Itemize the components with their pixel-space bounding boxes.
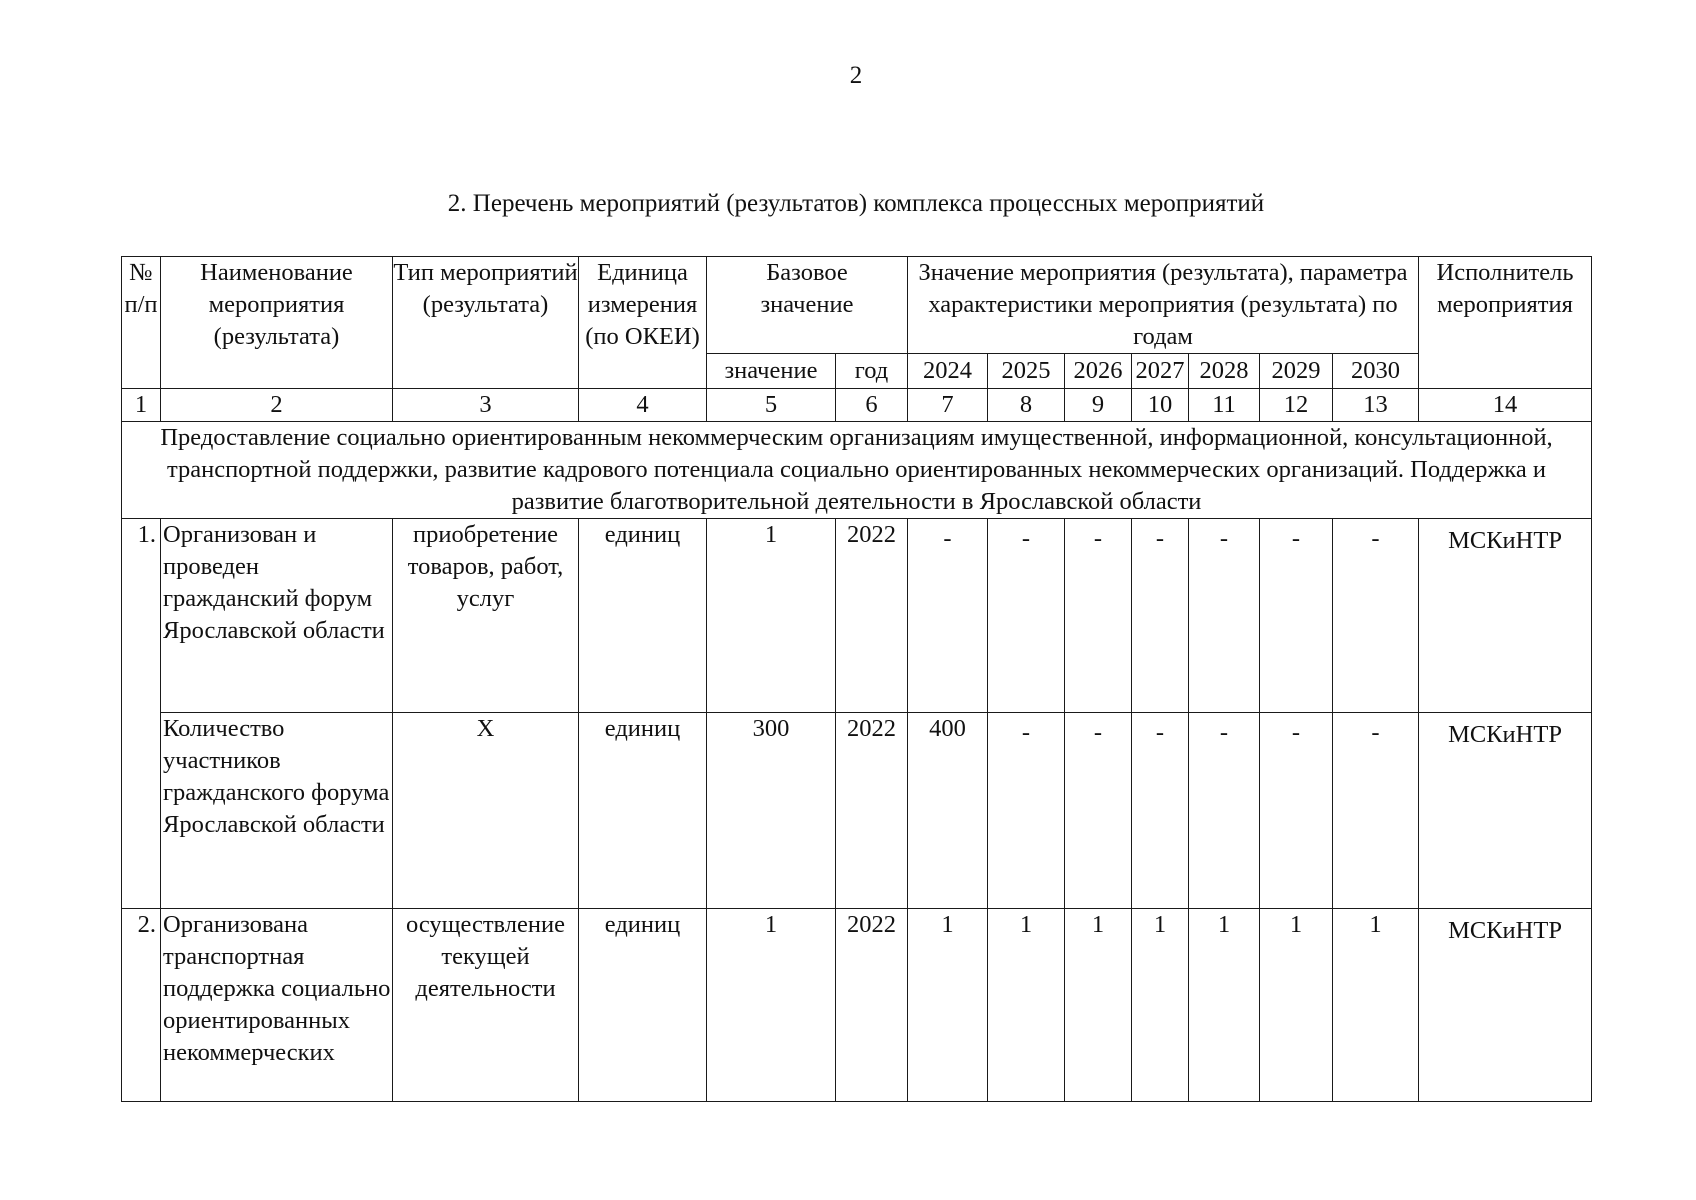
column-number: 9: [1065, 389, 1132, 422]
activity-unit: единиц: [579, 909, 707, 1102]
value-2028: -: [1189, 713, 1260, 909]
header-year-2024: 2024: [908, 354, 988, 389]
base-value: 1: [707, 909, 836, 1102]
value-2029: -: [1260, 519, 1333, 713]
column-number: 10: [1132, 389, 1189, 422]
header-values: Значение мероприятия (результата), параметра характеристики мероприятия (результата) по годам: [908, 257, 1419, 354]
executor: МСКиНТР: [1419, 909, 1592, 1102]
value-2026: 1: [1065, 909, 1132, 1102]
activity-name: Организован и проведен гражданский форум Ярославской области: [161, 519, 393, 713]
executor: МСКиНТР: [1419, 519, 1592, 713]
activity-name: Организована транспортная поддержка социально ориентированных некоммерческих: [161, 909, 393, 1102]
value-2025: 1: [988, 909, 1065, 1102]
header-type: Тип мероприятий (результата): [393, 257, 579, 389]
header-unit: Единица измерения (по ОКЕИ): [579, 257, 707, 389]
column-number: 11: [1189, 389, 1260, 422]
header-executor: Исполнитель мероприятия: [1419, 257, 1592, 389]
column-number: 12: [1260, 389, 1333, 422]
executor: МСКиНТР: [1419, 713, 1592, 909]
activity-type: приобретение товаров, работ, услуг: [393, 519, 579, 713]
row-number: 2.: [122, 909, 161, 1102]
row-number: 1.: [122, 519, 161, 909]
activity-type: Х: [393, 713, 579, 909]
value-2030: 1: [1333, 909, 1419, 1102]
base-value: 1: [707, 519, 836, 713]
value-2027: 1: [1132, 909, 1189, 1102]
header-row-top: [122, 257, 1592, 354]
column-number: 1: [122, 389, 161, 422]
value-2029: -: [1260, 713, 1333, 909]
activity-name: Количество участников гражданского форума Ярославской области: [161, 713, 393, 909]
value-2025: -: [988, 519, 1065, 713]
header-base-value: значение: [707, 354, 836, 389]
column-number: 3: [393, 389, 579, 422]
section-heading: Предоставление социально ориентированным некоммерческим организациям имущественной, информационной, консультационной, транспортной поддержки, развитие кадрового потенциала социально ориентированных некоммерческих организаций. Поддержка и развитие благотворительной деятельности в Ярославской области: [122, 422, 1592, 519]
activities-table: [121, 256, 1592, 1102]
header-base: Базовое значение: [707, 257, 908, 354]
section-heading-row: [122, 422, 1592, 519]
base-year: 2022: [836, 909, 908, 1102]
header-year-2029: 2029: [1260, 354, 1333, 389]
value-2027: -: [1132, 519, 1189, 713]
value-2026: -: [1065, 519, 1132, 713]
activity-type: осуществление текущей деятельности: [393, 909, 579, 1102]
value-2024: 1: [908, 909, 988, 1102]
header-year-2030: 2030: [1333, 354, 1419, 389]
value-2025: -: [988, 713, 1065, 909]
column-number: 14: [1419, 389, 1592, 422]
header-base-year: год: [836, 354, 908, 389]
table-row: [122, 713, 1592, 909]
column-number: 8: [988, 389, 1065, 422]
activity-unit: единиц: [579, 713, 707, 909]
column-number: 5: [707, 389, 836, 422]
table-row: [122, 909, 1592, 1102]
column-number: 2: [161, 389, 393, 422]
value-2026: -: [1065, 713, 1132, 909]
column-number: 7: [908, 389, 988, 422]
value-2030: -: [1333, 713, 1419, 909]
activity-unit: единиц: [579, 519, 707, 713]
page-number: 2: [849, 62, 863, 89]
column-numbers-row: [122, 389, 1592, 422]
header-year-2026: 2026: [1065, 354, 1132, 389]
header-year-2027: 2027: [1132, 354, 1189, 389]
value-2028: 1: [1189, 909, 1260, 1102]
base-year: 2022: [836, 713, 908, 909]
value-2024: -: [908, 519, 988, 713]
value-2028: -: [1189, 519, 1260, 713]
column-number: 4: [579, 389, 707, 422]
value-2024: 400: [908, 713, 988, 909]
value-2027: -: [1132, 713, 1189, 909]
header-year-2025: 2025: [988, 354, 1065, 389]
header-year-2028: 2028: [1189, 354, 1260, 389]
value-2029: 1: [1260, 909, 1333, 1102]
value-2030: -: [1333, 519, 1419, 713]
base-value: 300: [707, 713, 836, 909]
table-row: [122, 519, 1592, 713]
base-year: 2022: [836, 519, 908, 713]
column-number: 6: [836, 389, 908, 422]
column-number: 13: [1333, 389, 1419, 422]
header-name: Наименование мероприятия (результата): [161, 257, 393, 389]
document-title: 2. Перечень мероприятий (результатов) комплекса процессных мероприятий: [447, 190, 1265, 217]
header-num: № п/п: [122, 257, 161, 389]
